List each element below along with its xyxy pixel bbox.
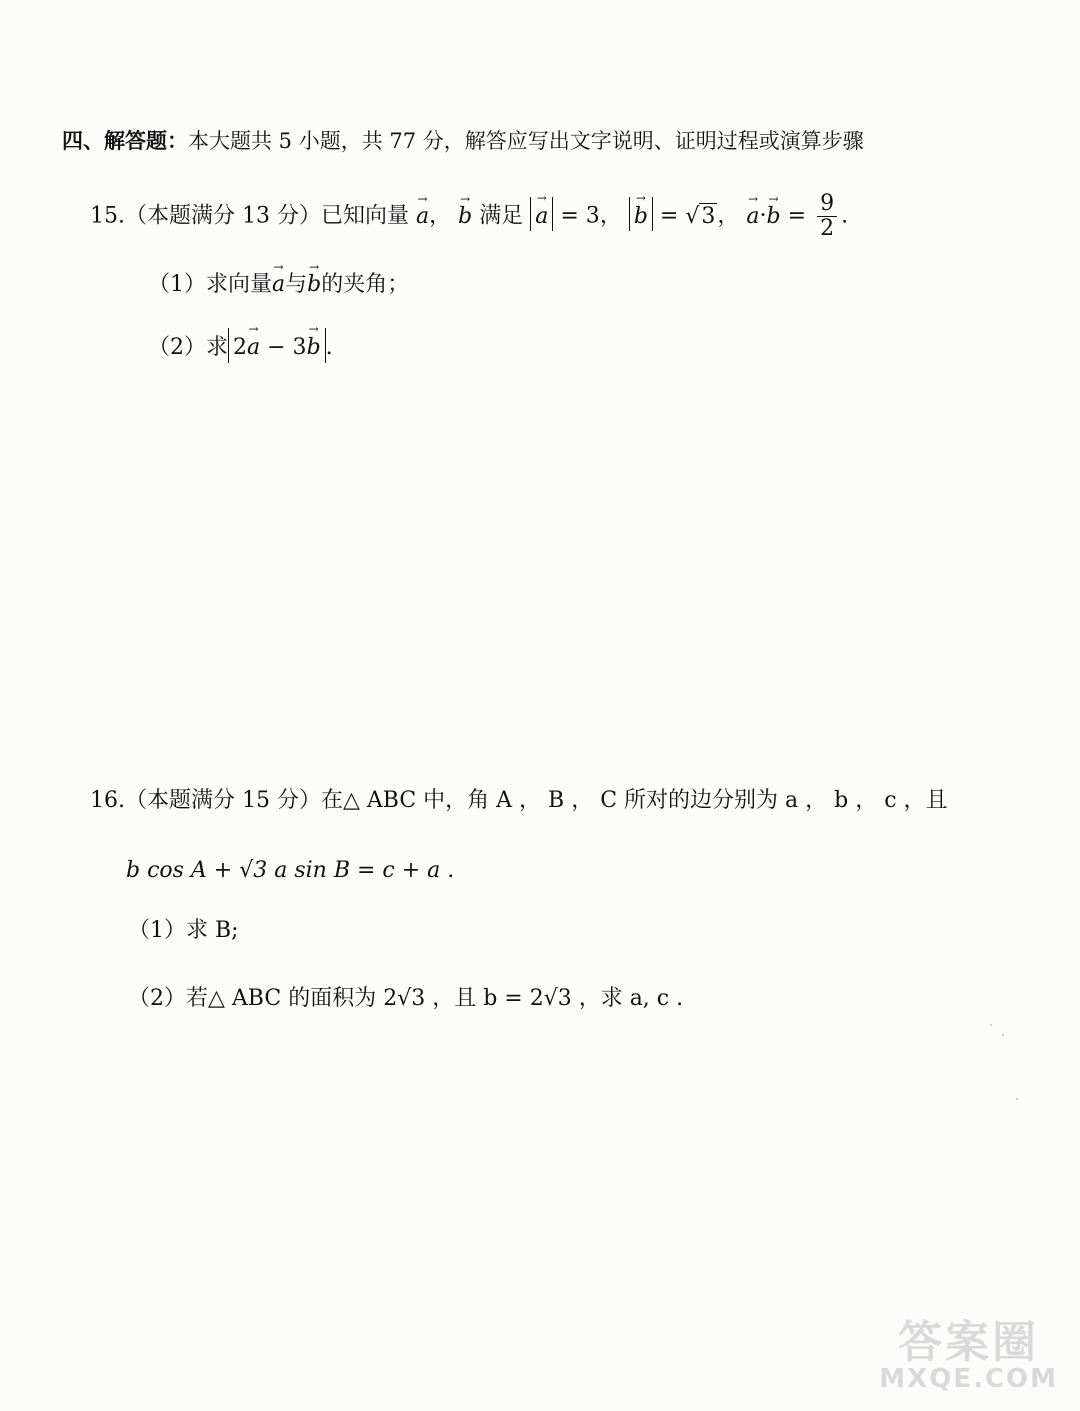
vector-a: → a bbox=[272, 266, 285, 298]
vector-b: → b bbox=[307, 266, 321, 298]
vector-b: → b bbox=[307, 328, 321, 363]
coefficient: 2 bbox=[233, 335, 248, 360]
vector-a: → a bbox=[247, 328, 260, 363]
part-text: 与 bbox=[285, 272, 308, 297]
radicand: 3 bbox=[701, 203, 716, 229]
question-15-part-2 bbox=[148, 328, 333, 363]
question-number: 15. bbox=[90, 203, 125, 229]
question-number: 16. bbox=[90, 788, 125, 813]
part-label: （2） bbox=[148, 335, 206, 360]
comma: ， bbox=[429, 203, 452, 229]
equation-text: = 3 bbox=[560, 203, 600, 229]
question-15-stem: 15.（本题满分 13 分）已知向量 → a， → b 满足 → a = 3， → b = √3， → a·→ b = $\frac{9}{2}$ . bbox=[90, 192, 848, 241]
vector-a: → a bbox=[416, 198, 429, 230]
stem-text: 满足 bbox=[479, 203, 524, 229]
stem-text: 在△ ABC 中，角 A ， B ， C 所对的边分别为 a ， b ， c ，且 bbox=[320, 788, 948, 813]
question-points: （本题满分 13 分） bbox=[125, 203, 321, 229]
site-watermark bbox=[879, 1316, 1058, 1394]
numerator: 9 bbox=[817, 192, 837, 217]
question-16-part-1 bbox=[128, 918, 239, 944]
part-text: 求 B; bbox=[186, 918, 239, 943]
sqrt-expression: √3 bbox=[685, 203, 716, 229]
stem-text: 已知向量 bbox=[320, 203, 409, 229]
question-16-part-2 bbox=[128, 986, 683, 1012]
magnitude-a bbox=[530, 197, 553, 232]
fraction bbox=[817, 192, 837, 241]
comma: ， bbox=[717, 203, 740, 229]
equation-text: = bbox=[659, 203, 679, 229]
vector-a: → a bbox=[535, 197, 548, 232]
denominator: 2 bbox=[820, 216, 835, 242]
question-16-stem bbox=[90, 788, 948, 814]
scan-speck bbox=[1016, 1098, 1018, 1100]
part-text: 若△ ABC 的面积为 2√3 ，且 b = 2√3 ，求 a, c . bbox=[186, 986, 684, 1011]
question-15-part-1 bbox=[148, 266, 409, 298]
section-instructions: 本大题共 5 小题，共 77 分，解答应写出文字说明、证明过程或演算步骤 bbox=[188, 129, 864, 153]
magnitude-expression bbox=[228, 328, 326, 363]
scan-speck bbox=[990, 1024, 992, 1026]
equation-text: = bbox=[787, 203, 807, 229]
question-points: （本题满分 15 分） bbox=[125, 788, 321, 813]
scan-speck bbox=[1002, 1034, 1004, 1036]
vector-b: → b bbox=[634, 197, 648, 232]
vector-b: → b bbox=[767, 198, 781, 230]
section-label: 四、解答题： bbox=[62, 128, 188, 153]
watermark-logo-text: 答案圈 bbox=[898, 1316, 1040, 1368]
part-label: （1） bbox=[128, 918, 186, 943]
vector-a: → a bbox=[746, 198, 759, 230]
part-text: 求向量 bbox=[206, 272, 273, 297]
vector-b: → b bbox=[458, 198, 472, 230]
period: . bbox=[325, 335, 333, 360]
question-16-condition: b cos A + √3 a sin B = c + a . bbox=[126, 858, 455, 883]
period: . bbox=[841, 203, 849, 229]
part-text: 求 bbox=[206, 335, 229, 360]
part-label: （2） bbox=[128, 986, 186, 1011]
operator-text: − 3 bbox=[260, 335, 307, 360]
part-text: 的夹角； bbox=[321, 272, 410, 297]
watermark-url: MXQE.COM bbox=[879, 1363, 1058, 1394]
part-label: （1） bbox=[148, 272, 206, 297]
magnitude-b bbox=[629, 197, 653, 232]
comma: ， bbox=[599, 203, 622, 229]
section-heading bbox=[62, 128, 864, 154]
